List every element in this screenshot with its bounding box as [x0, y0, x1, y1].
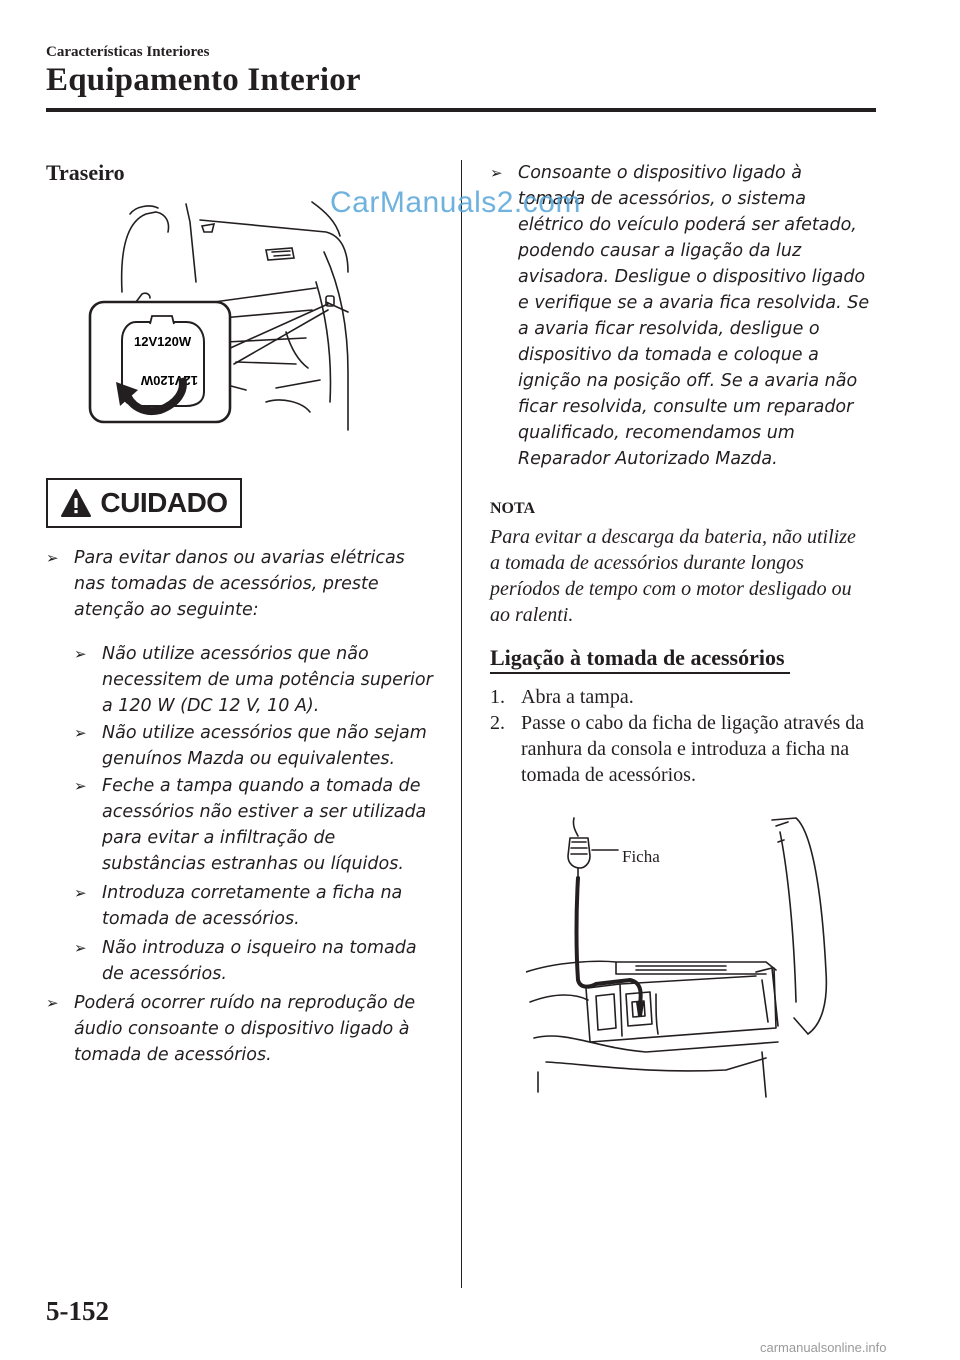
page-number: 5-152	[46, 1296, 109, 1326]
column-divider	[461, 160, 462, 1288]
nota-text: Para evitar a descarga da bateria, não utilize a tomada de acessórios durante longos períodos de tempo com o motor desligado ou ao ralenti.	[490, 526, 856, 626]
bullet-arrow-icon: ➢	[74, 777, 87, 795]
caution-label: CUIDADO	[100, 487, 228, 518]
caution-bullet: ➢ Consoante o dispositivo ligado à tomada de acessórios, o sistema elétrico do veículo poderá ser afetado, podendo causar a ligação da luz avisadora. Desligue o dispositivo ligado e verifique se a avaria fica resolvida. Se a avaria ficar resolvida, desligue o dispositivo da tomada e coloque a ignição na posição off. Se a avaria não ficar resolvida, consulte um reparador qualificado, recomendamos um Reparador Autorizado Mazda.	[490, 160, 874, 472]
caution-sub-bullet: ➢ Não utilize acessórios que não necessitem de uma potência superior a 120 W (DC 12 V, 10 A).	[74, 641, 438, 719]
watermark: CarManuals2.com	[330, 186, 581, 219]
warning-triangle-icon	[60, 488, 92, 518]
bullet-arrow-icon: ➢	[74, 884, 87, 902]
caution-box	[46, 478, 242, 528]
bullet-arrow-icon: ➢	[74, 724, 87, 742]
socket-label-top: 12V120W	[134, 334, 192, 349]
socket-label-bottom: 12V120W	[140, 373, 198, 388]
bullet-arrow-icon: ➢	[74, 645, 87, 663]
section-label: Características Interiores	[46, 44, 210, 60]
step-item: 2. Passe o cabo da ficha de ligação através da ranhura da consola e introduza a ficha na tomada de acessórios.	[490, 712, 865, 786]
subheading-traseiro: Traseiro	[46, 160, 125, 185]
nota-heading: NOTA	[490, 500, 536, 517]
console-socket-illustration	[526, 812, 836, 1102]
step-item: 1. Abra a tampa.	[490, 686, 634, 708]
section-heading-ligacao: Ligação à tomada de acessórios	[490, 645, 785, 670]
footer-watermark: carmanualsonline.info	[760, 1340, 887, 1355]
caution-sub-bullet: ➢ Não introduza o isqueiro na tomada de acessórios.	[74, 935, 438, 987]
caution-bullet: ➢ Poderá ocorrer ruído na reprodução de áudio consoante o dispositivo ligado à tomada de acessórios.	[46, 990, 438, 1068]
plug-label: Ficha	[622, 847, 660, 866]
caution-sub-bullet: ➢ Feche a tampa quando a tomada de acessórios não estiver a ser utilizada para evitar a infiltração de substâncias estranhas ou líquidos.	[74, 773, 438, 877]
page-title: Equipamento Interior	[46, 62, 361, 98]
heading-underline	[490, 672, 790, 674]
bullet-arrow-icon: ➢	[46, 549, 59, 567]
bullet-arrow-icon: ➢	[74, 939, 87, 957]
bullet-arrow-icon: ➢	[490, 164, 503, 182]
caution-sub-bullet: ➢ Não utilize acessórios que não sejam genuínos Mazda ou equivalentes.	[74, 720, 438, 772]
bullet-arrow-icon: ➢	[46, 994, 59, 1012]
rear-socket-illustration	[86, 192, 366, 432]
caution-bullet: ➢ Para evitar danos ou avarias elétricas nas tomadas de acessórios, preste atenção ao seguinte:	[46, 545, 438, 623]
title-rule	[46, 108, 876, 112]
caution-sub-bullet: ➢ Introduza corretamente a ficha na tomada de acessórios.	[74, 880, 438, 932]
